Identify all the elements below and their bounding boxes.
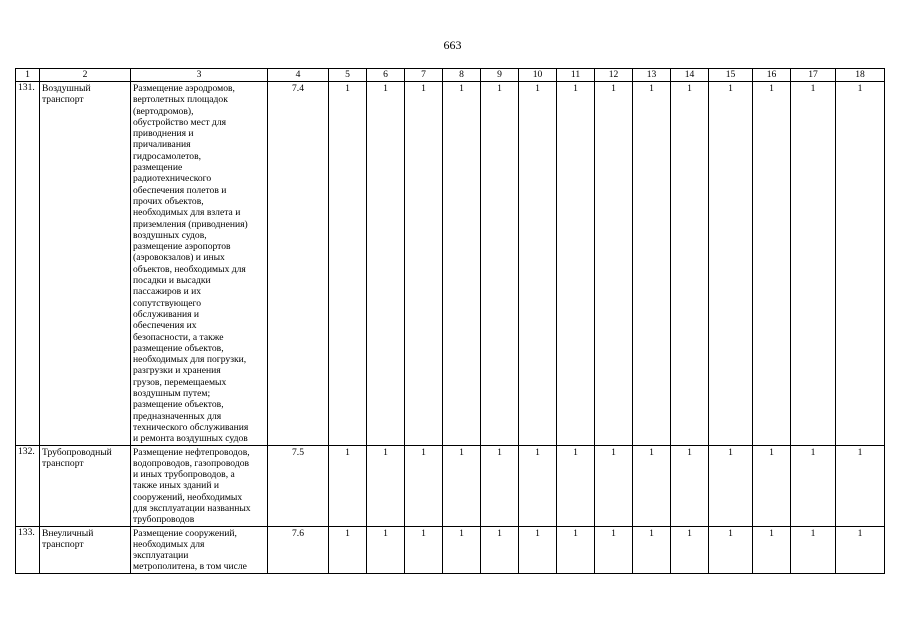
description-line: посадки и высадки (133, 275, 211, 287)
description-line: размещение объектов, (133, 342, 224, 354)
use-type-description (131, 526, 268, 573)
description-line: разгрузки и хранения (133, 365, 221, 377)
header-cell: 9 (481, 69, 519, 82)
use-type-name-line: Воздушный (42, 83, 91, 94)
use-type-code: 7.6 (268, 526, 329, 573)
description-line: безопасности, а также (133, 331, 224, 343)
description-line: сооружений, необходимых (133, 491, 243, 503)
description-line: Размещение нефтепроводов, (133, 446, 250, 458)
description-line: причаливания (133, 139, 191, 151)
page-number: 663 (443, 38, 462, 52)
use-type-name-line: Внеуличный (42, 527, 94, 539)
description-line: технического обслуживания (133, 421, 249, 433)
value-cell: 1 (405, 445, 443, 526)
value-cell: 1 (753, 82, 791, 446)
value-cell: 1 (671, 82, 709, 446)
header-cell: 6 (367, 69, 405, 82)
table-row (16, 82, 885, 446)
value-cell: 1 (329, 526, 367, 573)
value-cell: 1 (557, 82, 595, 446)
row-number: 132. (16, 445, 40, 526)
use-type-code: 7.4 (268, 82, 329, 446)
description-line: (вертодромов), (133, 105, 194, 117)
value-cell: 1 (481, 445, 519, 526)
value-cell: 1 (367, 526, 405, 573)
header-cell: 2 (40, 69, 131, 82)
description-line: Размещение сооружений, (133, 527, 237, 539)
description-line: объектов, необходимых для (133, 263, 246, 275)
use-type-name (40, 526, 131, 573)
value-cell: 1 (443, 82, 481, 446)
value-cell: 1 (595, 445, 633, 526)
header-cell: 13 (633, 69, 671, 82)
use-type-code: 7.5 (268, 445, 329, 526)
table-row (16, 445, 885, 526)
header-cell: 5 (329, 69, 367, 82)
description-line: размещение (133, 162, 183, 174)
value-cell: 1 (481, 526, 519, 573)
description-line: трубопроводов (133, 514, 195, 526)
header-cell: 12 (595, 69, 633, 82)
description-line: приземления (приводнения) (133, 218, 248, 230)
value-cell: 1 (329, 82, 367, 446)
value-cell: 1 (329, 445, 367, 526)
description-line: предназначенных для (133, 410, 222, 422)
description-line: вертолетных площадок (133, 94, 228, 106)
value-cell: 1 (519, 445, 557, 526)
value-cell: 1 (519, 82, 557, 446)
use-type-name (40, 82, 131, 446)
value-cell: 1 (633, 445, 671, 526)
header-cell: 17 (791, 69, 836, 82)
header-cell: 11 (557, 69, 595, 82)
value-cell: 1 (443, 445, 481, 526)
description-line: обеспечения полетов и (133, 184, 227, 196)
description-line: Размещение аэродромов, (133, 83, 235, 94)
description-line: и ремонта воздушных судов (133, 433, 248, 445)
value-cell: 1 (791, 82, 836, 446)
description-line: воздушных судов, (133, 229, 207, 241)
description-line: водопроводов, газопроводов (133, 457, 250, 469)
header-cell: 4 (268, 69, 329, 82)
description-line: необходимых для (133, 538, 205, 550)
description-line: обеспечения их (133, 320, 197, 332)
value-cell: 1 (836, 82, 885, 446)
header-cell: 15 (709, 69, 753, 82)
use-type-name-line: транспорт (42, 538, 84, 550)
value-cell: 1 (709, 445, 753, 526)
value-cell: 1 (836, 445, 885, 526)
value-cell: 1 (481, 82, 519, 446)
value-cell: 1 (671, 445, 709, 526)
value-cell: 1 (709, 82, 753, 446)
value-cell: 1 (791, 445, 836, 526)
description-line: также иных зданий и (133, 480, 219, 492)
description-line: приводнения и (133, 128, 194, 140)
description-line: метрополитена, в том числе (133, 561, 247, 573)
description-line: эксплуатации (133, 550, 189, 562)
use-type-description (131, 82, 268, 446)
value-cell: 1 (836, 526, 885, 573)
description-line: гидросамолетов, (133, 150, 201, 162)
description-line: воздушным путем; (133, 388, 211, 400)
value-cell: 1 (557, 445, 595, 526)
value-cell: 1 (753, 526, 791, 573)
use-type-name-line: транспорт (42, 457, 84, 469)
table-row (16, 526, 885, 573)
description-line: сопутствующего (133, 297, 202, 309)
description-line: грузов, перемещаемых (133, 376, 227, 388)
value-cell: 1 (405, 82, 443, 446)
header-cell: 10 (519, 69, 557, 82)
value-cell: 1 (633, 526, 671, 573)
use-type-name-line: Трубопроводный (42, 446, 112, 458)
header-cell: 8 (443, 69, 481, 82)
use-type-name-line: транспорт (42, 94, 84, 106)
value-cell: 1 (367, 82, 405, 446)
value-cell: 1 (519, 526, 557, 573)
header-cell: 18 (836, 69, 885, 82)
description-line: размещение аэропортов (133, 241, 231, 253)
land-use-table (15, 68, 885, 574)
description-line: прочих объектов, (133, 195, 204, 207)
description-line: радиотехнического (133, 173, 212, 185)
description-line: для эксплуатации названных (133, 502, 251, 514)
value-cell: 1 (633, 82, 671, 446)
value-cell: 1 (709, 526, 753, 573)
value-cell: 1 (595, 526, 633, 573)
use-type-description (131, 445, 268, 526)
value-cell: 1 (671, 526, 709, 573)
description-line: и иных трубопроводов, а (133, 469, 235, 481)
description-line: пассажиров и их (133, 286, 202, 298)
value-cell: 1 (443, 526, 481, 573)
description-line: (аэровокзалов) и иных (133, 252, 225, 264)
row-number: 133. (16, 526, 40, 573)
header-cell: 14 (671, 69, 709, 82)
description-line: обслуживания и (133, 308, 200, 320)
description-line: необходимых для взлета и (133, 207, 241, 219)
header-cell: 1 (16, 69, 40, 82)
header-row (16, 69, 885, 82)
value-cell: 1 (405, 526, 443, 573)
description-line: необходимых для погрузки, (133, 354, 247, 366)
row-number: 131. (16, 82, 40, 446)
use-type-name (40, 445, 131, 526)
value-cell: 1 (557, 526, 595, 573)
description-line: размещение объектов, (133, 399, 224, 411)
header-cell: 16 (753, 69, 791, 82)
header-cell: 3 (131, 69, 268, 82)
header-cell: 7 (405, 69, 443, 82)
value-cell: 1 (791, 526, 836, 573)
description-line: обустройство мест для (133, 116, 227, 128)
value-cell: 1 (595, 82, 633, 446)
value-cell: 1 (367, 445, 405, 526)
value-cell: 1 (753, 445, 791, 526)
